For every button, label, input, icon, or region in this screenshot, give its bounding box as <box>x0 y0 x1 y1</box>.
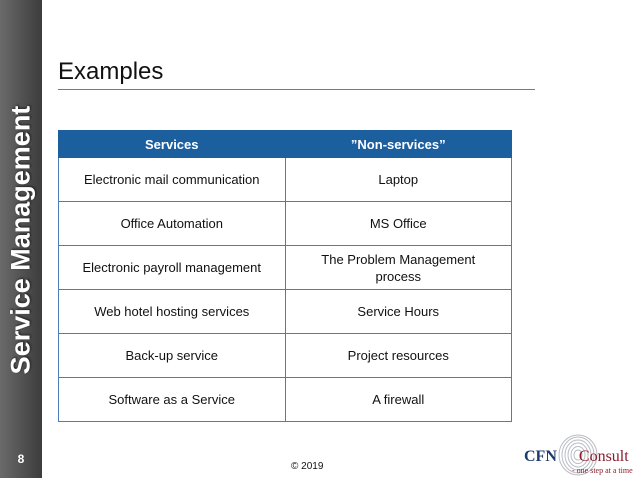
table-row <box>59 202 512 246</box>
non-service-cell: MS Office <box>285 202 512 246</box>
service-cell: Electronic mail communication <box>59 158 286 202</box>
header-services: Services <box>59 131 286 158</box>
slide-title: Examples <box>58 58 164 85</box>
table-row <box>59 378 512 422</box>
logo-brand: CFN <box>524 448 557 465</box>
logo-wordmark <box>524 448 629 466</box>
title-divider <box>58 89 535 90</box>
sidebar <box>0 0 42 478</box>
logo-consult: Consult <box>578 448 629 465</box>
table-row <box>59 334 512 378</box>
logo-tagline: - one step at a time <box>572 466 633 475</box>
page-number: 8 <box>17 452 25 466</box>
header-non-services: ”Non-services” <box>285 131 512 158</box>
table-row <box>59 246 512 290</box>
non-service-cell: Service Hours <box>285 290 512 334</box>
table-header-row <box>59 131 512 158</box>
non-service-cell: The Problem Management process <box>285 246 512 290</box>
examples-table-container <box>58 130 512 422</box>
non-service-cell: Project resources <box>285 334 512 378</box>
service-cell: Office Automation <box>59 202 286 246</box>
sidebar-title: Service Management <box>5 105 36 375</box>
service-cell: Electronic payroll management <box>59 246 286 290</box>
table-row <box>59 158 512 202</box>
copyright-text: © 2019 <box>291 461 324 472</box>
service-cell: Back-up service <box>59 334 286 378</box>
examples-table <box>58 130 512 422</box>
non-service-cell: A firewall <box>285 378 512 422</box>
cfn-consult-logo <box>520 432 638 478</box>
non-service-cell: Laptop <box>285 158 512 202</box>
table-row <box>59 290 512 334</box>
service-cell: Software as a Service <box>59 378 286 422</box>
service-cell: Web hotel hosting services <box>59 290 286 334</box>
